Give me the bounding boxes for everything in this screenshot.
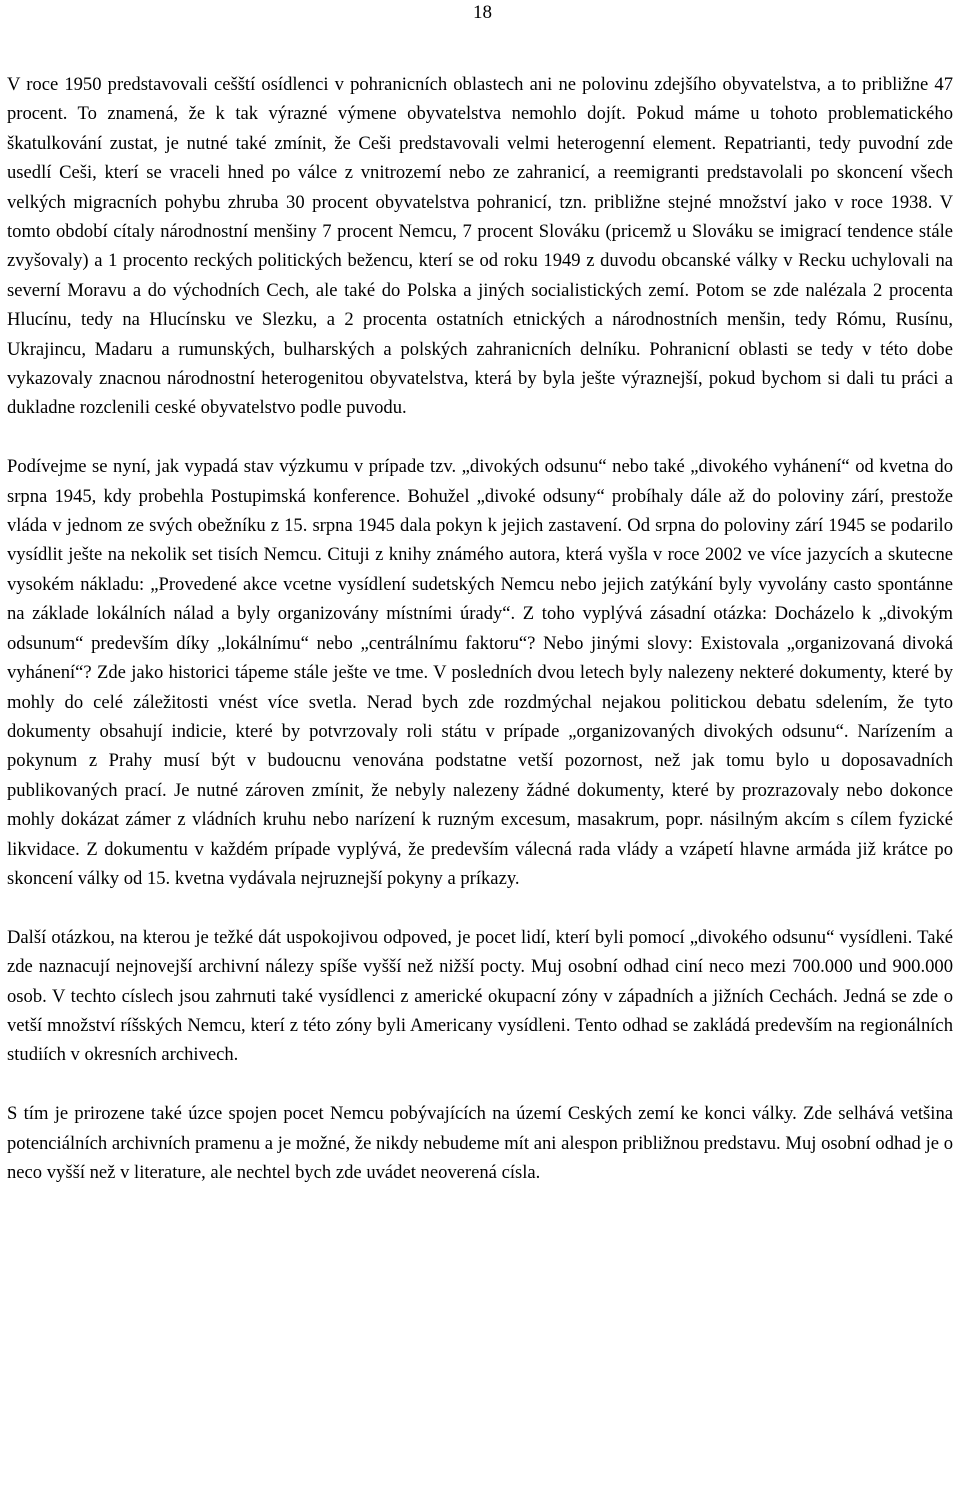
body-text bbox=[7, 70, 953, 1187]
paragraph-expelled-count: Další otázkou, na kterou je težké dát uspokojivou odpoved, je pocet lidí, kterí byli pomocí „divokého odsunu“ vysídleni. Také zde naznacují nejnovejší archivní nálezy spíše vyšší než nižší pocty. Muj osobní odhad ciní neco mezi 700.000 und 900.000 osob. V techto císlech jsou zahrnuti také vysídlenci z americké okupacní zóny v západních a jižních Cechách. Jedná se zde o vetší množství ríšských Nemcu, kterí z této zóny byli Americany vysídleni. Tento odhad se zakládá predevším na regionálních studiích v okresních archivech. bbox=[7, 926, 953, 1066]
paragraph-demographics: V roce 1950 predstavovali cešští osídlenci v pohranicních oblastech ani ne polovinu zdejšího obyvatelstva, a to približne 47 procent. To znamená, že k tak výrazné výmene obyvatelstva nemohlo dojít. Pokud máme u tohoto problematického škatulkování zustat, je nutné také zmínit, že Ceši predstavovali velmi heterogenní element. Repatrianti, tedy puvodní zde usedlí Ceši, kterí se vraceli hned po válce z vnitrozemí nebo ze zahranicí, a reemigranti predstavolali po skoncení všech velkých migracních pohybu zhruba 30 procent obyvatelstva pohranicí, tzn. približne stejné množství jako v roce 1938. V tomto období cítaly národnostní menšiny 7 procent Nemcu, 7 procent Slováku (pricemž u Slováku se imigrací tendence stále zvyšovaly) a 1 procento reckých politických bežencu, kterí se od roku 1949 z duvodu obcanské války v Recku uchylovali na severní Moravu a do východních Cech, ale také do Polska a jiných socialistických zemí. Potom se zde nalézala 2 procenta Hlucínu, tedy na Hlucínsku ve Slezku, a 2 procenta ostatních etnických a národnostních menšin, tedy Rómu, Rusínu, Ukrajincu, Madaru a rumunských, bulharských a polských zahranicních delníku. Pohranicní oblasti se tedy v této dobe vykazovaly znacnou národnostní heterogenitou obyvatelstva, která by byla ješte výraznejší, pokud bychom si dali tu práci a dukladne rozclenili ceské obyvatelstvo podle puvodu. bbox=[7, 74, 953, 419]
paragraph-wild-expulsions: Podívejme se nyní, jak vypadá stav výzkumu v prípade tzv. „divokých odsunu“ nebo také „divokého vyhánení“ od kvetna do srpna 1945, kdy probehla Postupimská konference. Bohužel „divoké odsuny“ probíhaly dále až do poloviny zárí, prestože vláda v jednom ze svých obežníku z 15. srpna 1945 dala pokyn k jejich zastavení. Od srpna do poloviny zárí 1945 se podarilo vysídlit ješte na nekolik set tisích Nemcu. Cituji z knihy známého autora, která vyšla v roce 2002 ve více jazycích a skutecne vysokém nákladu: „Provedené akce vcetne vysídlení sudetských Nemcu nebo jejich zatýkání byly vyvolány casto spontánne na základe lokálních nálad a byly organizovány místními úrady“. Z toho vyplývá zásadní otázka: Docházelo k „divokým odsunum“ predevším díky „lokálnímu“ nebo „centrálnímu faktoru“? Nebo jinými slovy: Existovala „organizovaná divoká vyhánení“? Zde jako historici tápeme stále ješte ve tme. V posledních dvou letech byly nalezeny nekteré dokumenty, které by mohly do celé záležitosti vnést více svetla. Nerad bych zde rozdmýchal nejakou politickou debatu sdelením, že tyto dokumenty obsahují indicie, které by potvrzovaly roli státu v prípade „organizovaných divokých odsunu“. Narízením a pokynum z Prahy musí být v budoucnu venována podstatne vetší pozornost, než jak tomu bylo u doposavadních publikovaných prací. Je nutné zároven zmínit, že nebyly nalezeny žádné dokumenty, které by prozrazovaly nebo dokonce mohly dokázat zámer z vládních kruhu nebo narízení k ruzným excesum, masakrum, popr. násilným akcím s cílem fyzické likvidace. Z dokumentu v každém prípade vyplývá, že predevším válecná rada vlády a vzápetí hlavne armáda již krátce po skoncení války od 15. kvetna vydávala nejruznejší pokyny a príkazy. bbox=[7, 456, 953, 889]
page-number: 18 bbox=[473, 2, 492, 23]
paragraph-german-population: S tím je prirozene také úzce spojen pocet Nemcu pobývajících na území Ceských zemí ke konci války. Zde selhává vetšina potenciálních archivních pramenu a je možné, že nikdy nebudeme mít ani alespon približnou predstavu. Muj osobní odhad je o neco vyšší než v literature, ale nechtel bych zde uvádet neoverená císla. bbox=[7, 1103, 953, 1183]
